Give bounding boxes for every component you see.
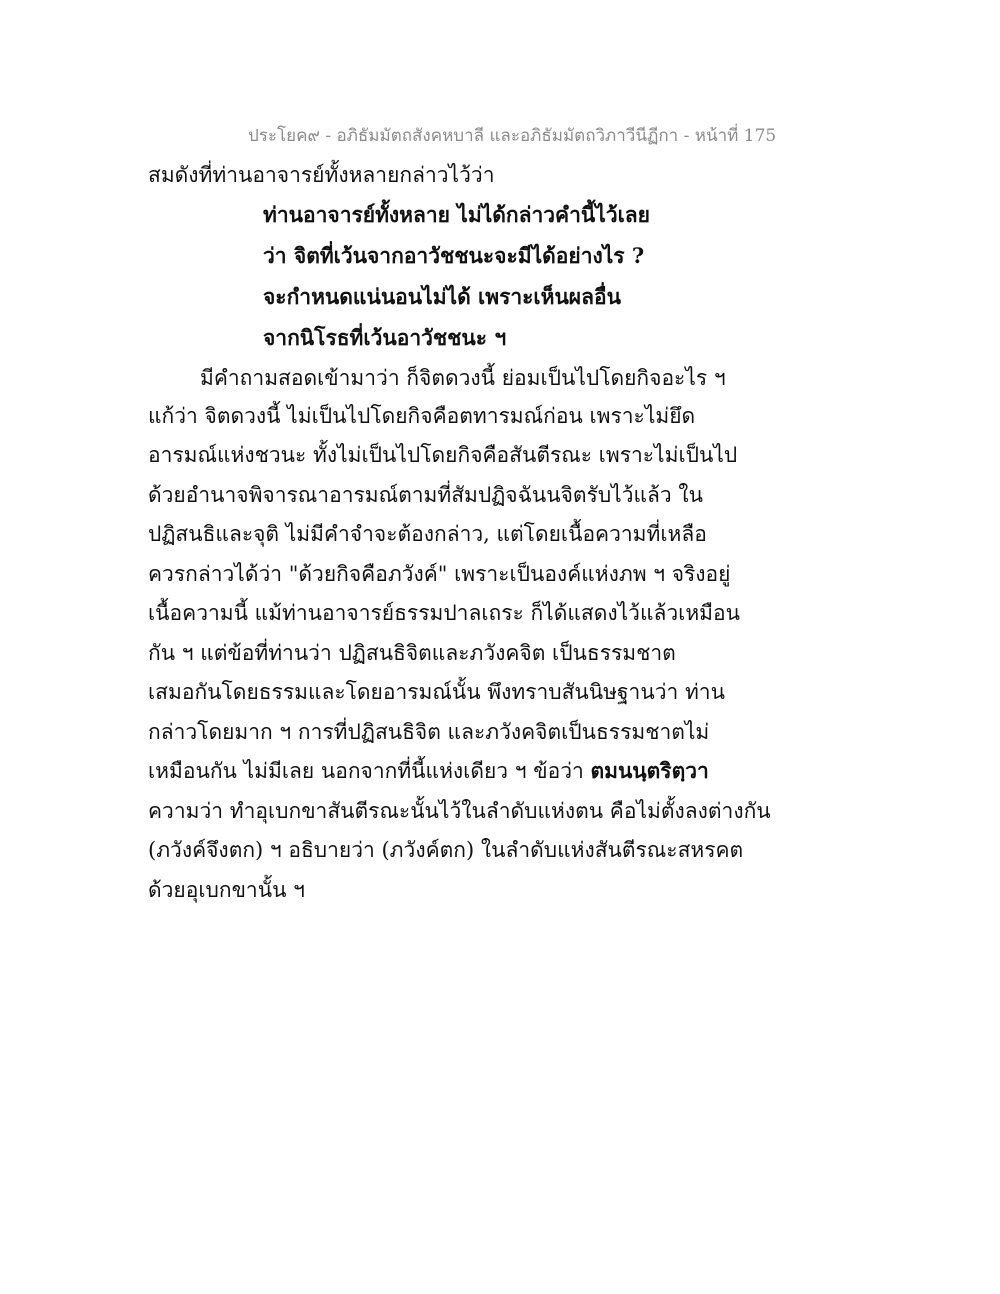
verse-line: จะกำหนดแน่นอนไม่ได้ เพราะเห็นผลอื่น [263,284,621,309]
running-header: ประโยค๙ - อภิธัมมัตถสังคหบาลี และอภิธัมมัตถวิภาวีนีฏีกา - หน้าที่ 175 [248,126,777,146]
paragraph-line: เสมอกันโดยธรรมและโดยอารมณ์นั้น พึงทราบสันนิษฐานว่า ท่าน [148,680,725,704]
paragraph-line: อารมณ์แห่งชวนะ ทั้งไม่เป็นไปโดยกิจคือสันตีรณะ เพราะไม่เป็นไป [148,443,738,467]
paragraph-line: มีคำถามสอดเข้ามาว่า ก็จิตดวงนี้ ย่อมเป็นไปโดยกิจอะไร ฯ [200,366,726,390]
paragraph-line: ความว่า ทำอุเบกขาสันตีรณะนั้นไว้ในลำดับแห่งตน คือไม่ตั้งลงต่างกัน [148,799,771,823]
intro-line: สมดังที่ท่านอาจารย์ทั้งหลายกล่าวไว้ว่า [148,163,495,187]
line-text: เหมือนกัน ไม่มีเลย นอกจากที่นี้แห่งเดียว ฯ ข้อว่า [148,759,591,783]
paragraph-line: เนื้อความนี้ แม้ท่านอาจารย์ธรรมปาลเถระ ก็ได้แสดงไว้แล้วเหมือน [148,601,740,625]
paragraph-line-with-term [148,756,709,786]
verse-line: ท่านอาจารย์ทั้งหลาย ไม่ได้กล่าวคำนี้ไว้เลย [263,202,650,227]
paragraph-line: กัน ฯ แต่ข้อที่ท่านว่า ปฏิสนธิจิตและภวังคจิต เป็นธรรมชาต [148,641,676,665]
paragraph-line: แก้ว่า จิตดวงนี้ ไม่เป็นไปโดยกิจคือตทารมณ์ก่อน เพราะไม่ยึด [148,404,696,428]
paragraph-line: ควรกล่าวได้ว่า "ด้วยกิจคือภวังค์" เพราะเป็นองค์แห่งภพ ฯ จริงอยู่ [148,562,731,586]
paragraph-line: ปฏิสนธิและจุติ ไม่มีคำจำจะต้องกล่าว, แต่โดยเนื้อความที่เหลือ [148,522,707,546]
paragraph-line: (ภวังค์จึงตก) ฯ อธิบายว่า (ภวังค์ตก) ในลำดับแห่งสันตีรณะสหรคต [148,838,744,862]
paragraph-line: กล่าวโดยมาก ฯ การที่ปฏิสนธิจิต และภวังคจิตเป็นธรรมชาตไม่ [148,720,710,744]
pali-term: ตมนนฺตริตฺวา [590,758,709,783]
verse-line: ว่า จิตที่เว้นจากอาวัชชนะจะมีได้อย่างไร ? [263,243,645,268]
verse-line: จากนิโรธที่เว้นอาวัชชนะ ฯ [263,325,507,350]
paragraph-line: ด้วยอำนาจพิจารณาอารมณ์ตามที่สัมปฏิจฉันนจิตรับไว้แล้ว ใน [148,483,704,507]
paragraph-line: ด้วยอุเบกขานั้น ฯ [148,878,305,902]
